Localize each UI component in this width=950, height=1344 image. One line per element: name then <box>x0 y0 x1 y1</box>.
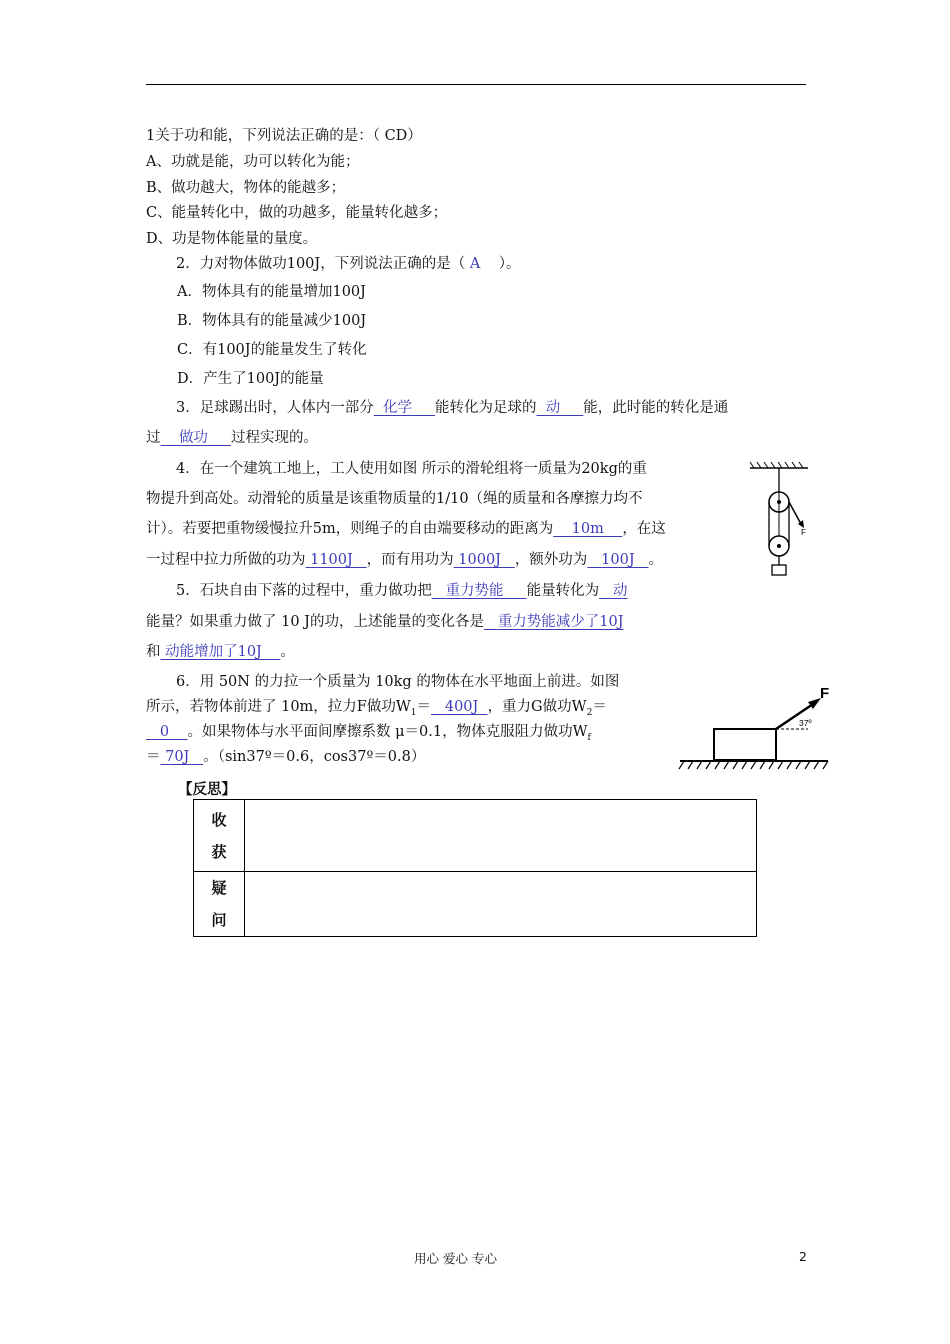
question-char-1: 疑 <box>211 879 227 897</box>
q4-line3 <box>146 519 666 539</box>
q6-text3: 。如果物体与水平面间摩擦系数 μ＝0.1，物体克服阻力做功W <box>187 724 588 740</box>
q5-line3 <box>146 642 295 662</box>
q5-answer-3 <box>484 614 624 630</box>
q1-stem: 1关于功和能，下列说法正确的是：（ CD） <box>146 128 422 144</box>
q4-answer-1 <box>553 521 622 537</box>
footer-motto: 用心 爱心 专心 <box>414 1251 497 1266</box>
q2-answer: A <box>469 256 481 272</box>
q2-option-a: A．物体具有的能量增加100J <box>177 284 366 300</box>
q6-line2 <box>146 697 607 723</box>
q2-option-d: D．产生了100J的能量 <box>177 371 324 387</box>
q3-line1 <box>176 398 728 418</box>
q6-line1: 6．用 50N 的力拉一个质量为 10kg 的物体在水平地面上前进。如图 <box>176 674 620 690</box>
q5-answer-4-text: 动能增加了10J <box>165 644 262 660</box>
q4-answer-1-text: 10m <box>571 521 604 537</box>
q3-text3: 能，此时能的转化是通 <box>583 400 729 416</box>
q4-answer-2 <box>306 552 367 568</box>
q6-answer-3-text: 70J <box>165 749 190 765</box>
harvest-input[interactable] <box>245 800 757 872</box>
q1-option-d: D、功是物体能量的量度。 <box>146 231 318 247</box>
q6-fig-label-f: F <box>820 685 830 702</box>
q5-text1: 5．石块自由下落的过程中，重力做功把 <box>176 583 432 599</box>
q4-answer-4 <box>587 552 648 568</box>
q6-answer-1-text: 400J <box>444 699 479 715</box>
question-char-2: 问 <box>211 911 227 929</box>
header-rule <box>146 84 806 85</box>
q3-text4: 过 <box>146 430 161 446</box>
q4-answer-2-text: 1100J <box>310 552 353 568</box>
reflection-table <box>193 799 757 937</box>
q4-text3b: ，在这 <box>622 521 666 537</box>
q4-text4b: ，而有用功为 <box>366 552 454 568</box>
q4-answer-3 <box>454 552 515 568</box>
q5-text3: 能量？如果重力做了 10 J的功，上述能量的变化各是 <box>146 614 484 630</box>
q6-sub2: 2 <box>586 707 593 718</box>
q6-text2c: ，重力G做功W <box>487 699 587 715</box>
q3-answer-3-text: 做功 <box>178 430 208 446</box>
q4-text4: 一过程中拉力所做的功为 <box>146 552 306 568</box>
force-figure <box>676 684 832 776</box>
q3-answer-3 <box>161 430 231 446</box>
q3-line2 <box>146 428 318 448</box>
q5-answer-2 <box>599 583 627 599</box>
q6-line4 <box>146 747 425 767</box>
q2-stem-post: ）。 <box>498 256 521 272</box>
q6-fig-angle-label: 37º <box>799 718 812 728</box>
question-input[interactable] <box>245 872 757 937</box>
q3-answer-1 <box>374 400 435 416</box>
q3-answer-1-text: 化学 <box>382 400 412 416</box>
q6-answer-3 <box>161 749 204 765</box>
q5-answer-3-text: 重力势能减少了10J <box>497 614 624 630</box>
q5-text5: 。 <box>280 644 295 660</box>
q4-line2: 物提升到高处。动滑轮的质量是该重物质量的1/10（绳的质量和各摩擦力均不 <box>146 491 643 507</box>
q2-stem <box>176 254 521 274</box>
q6-answer-2-text: 0 <box>159 724 170 740</box>
pulley-figure <box>746 460 814 580</box>
q4-text4d: 。 <box>648 552 663 568</box>
q4-answer-3-text: 1000J <box>458 552 501 568</box>
page-number: 2 <box>799 1249 807 1264</box>
q6-text4a: ＝ <box>146 749 161 765</box>
harvest-header <box>194 800 245 872</box>
q5-text2: 能量转化为 <box>526 583 600 599</box>
q3-text5: 过程实现的。 <box>230 430 318 446</box>
q5-answer-4 <box>161 644 281 660</box>
q2-option-c: C．有100J的能量发生了转化 <box>177 342 367 358</box>
q6-text2b: ＝ <box>416 699 432 715</box>
q6-text2d: ＝ <box>592 699 607 715</box>
q6-sub3: f <box>587 732 591 743</box>
q3-text1: 3．足球踢出时，人体内一部分 <box>176 400 374 416</box>
q1-option-a: A、功就是能，功可以转化为能； <box>146 154 360 170</box>
q5-answer-1-text: 重力势能 <box>445 583 504 599</box>
q1-option-b: B、做功越大，物体的能越多； <box>146 180 346 196</box>
q5-line1 <box>176 581 627 601</box>
q5-text4: 和 <box>146 644 161 660</box>
q4-line1: 4．在一个建筑工地上，工人使用如图 所示的滑轮组将一质量为20kg的重 <box>176 461 647 477</box>
q1-option-c: C、能量转化中，做的功越多，能量转化越多； <box>146 205 448 221</box>
q3-answer-2-text: 动 <box>545 400 561 416</box>
q6-line3 <box>146 722 591 748</box>
q6-sub1: 1 <box>410 707 417 718</box>
q4-text3: 计）。若要把重物缓慢拉升5m，则绳子的自由端要移动的距离为 <box>146 521 554 537</box>
question-header <box>194 872 245 937</box>
q6-text2a: 所示，若物体前进了 10m，拉力F做功W <box>146 699 411 715</box>
q4-fig-label-f: F <box>801 528 806 537</box>
q4-line4 <box>146 550 663 570</box>
harvest-char-2: 获 <box>211 842 227 861</box>
reflection-title: 【反思】 <box>178 781 236 798</box>
q2-option-b: B．物体具有的能量减少100J <box>177 313 367 329</box>
q2-stem-pre: 2．力对物体做功100J，下列说法正确的是（ <box>176 256 466 272</box>
q5-answer-1 <box>432 583 527 599</box>
q6-text4b: 。（sin37º＝0.6，cos37º＝0.8） <box>203 749 426 765</box>
q3-answer-2 <box>537 400 584 416</box>
q6-answer-1 <box>431 699 488 715</box>
q5-answer-2-text: 动 <box>612 583 628 599</box>
q4-text4c: ，额外功为 <box>514 552 588 568</box>
harvest-char-1: 收 <box>211 810 227 829</box>
q5-line2 <box>146 612 624 632</box>
q6-answer-2 <box>146 724 188 740</box>
q4-answer-4-text: 100J <box>601 552 635 568</box>
q3-text2: 能转化为足球的 <box>435 400 537 416</box>
